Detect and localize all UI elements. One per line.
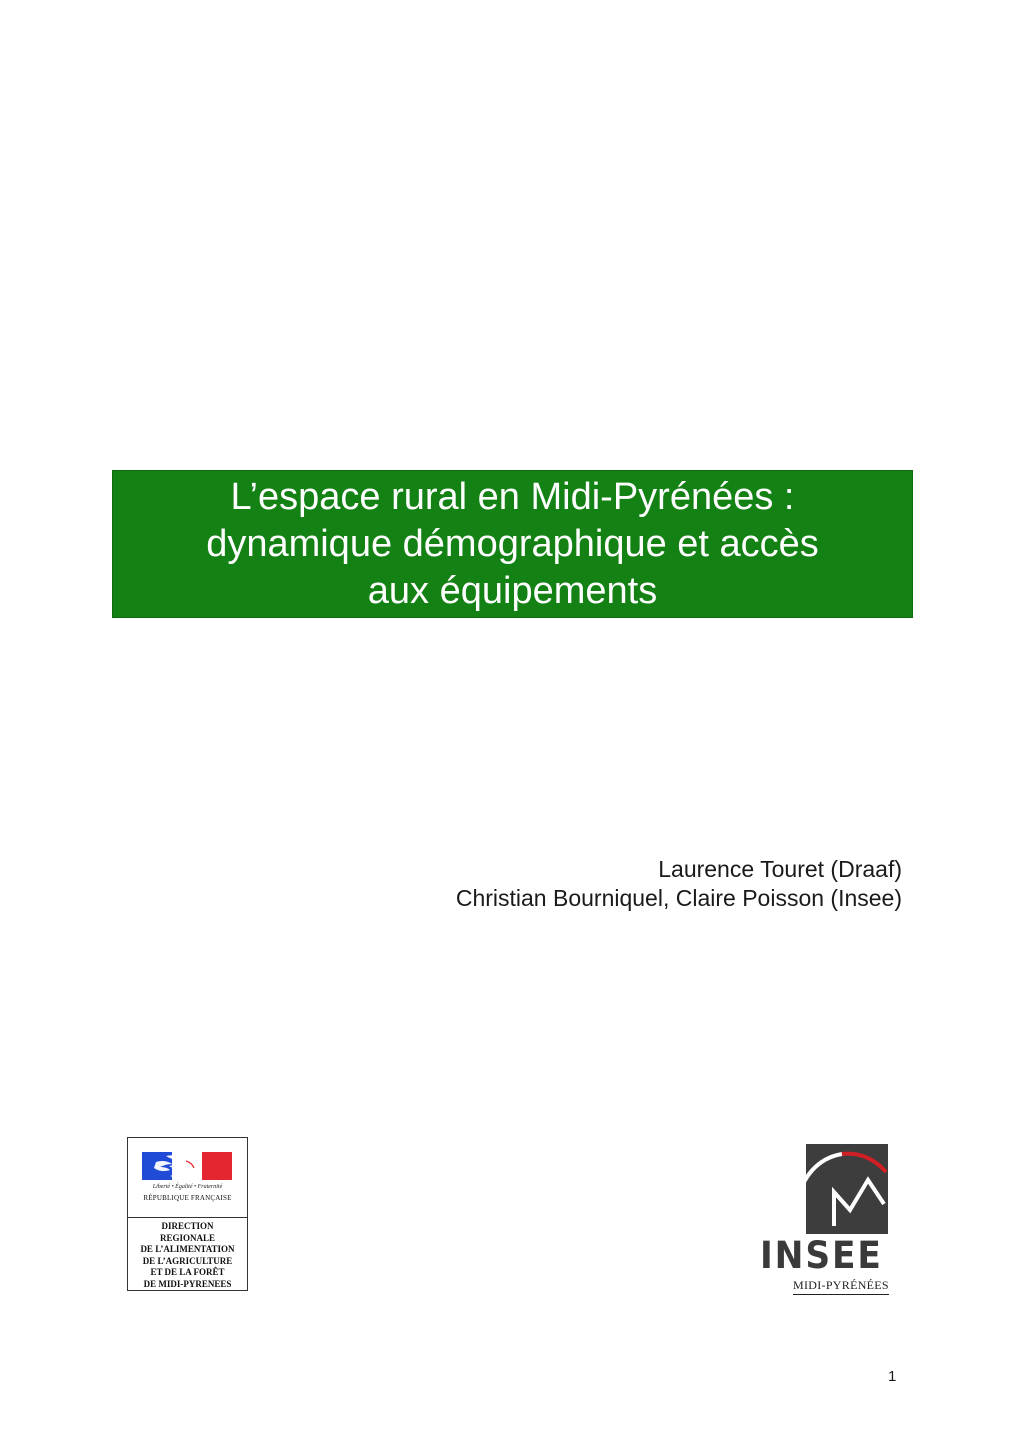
page-number: 1 bbox=[888, 1368, 897, 1385]
republique-francaise-logo bbox=[128, 1138, 247, 1218]
draaf-line-4: DE L’AGRICULTURE bbox=[142, 1255, 233, 1266]
author-line-1: Laurence Touret (Draaf) bbox=[658, 856, 902, 882]
title-line-2: dynamique démographique et accès bbox=[206, 522, 819, 565]
title-banner bbox=[112, 470, 913, 618]
authors-block bbox=[456, 855, 902, 913]
draaf-line-3: DE L’ALIMENTATION bbox=[140, 1244, 235, 1255]
draaf-line-1: DIRECTION bbox=[161, 1221, 214, 1231]
draaf-logo bbox=[127, 1137, 248, 1291]
republique-francaise-label: RÉPUBLIQUE FRANÇAISE bbox=[143, 1194, 232, 1202]
draaf-name bbox=[128, 1221, 247, 1291]
draaf-line-6: DE MIDI-PYRENEES bbox=[143, 1278, 232, 1289]
marianne-flag-icon bbox=[142, 1152, 232, 1180]
insee-region-label: MIDI-PYRÉNÉES bbox=[793, 1278, 889, 1295]
draaf-line-2: REGIONALE bbox=[159, 1232, 215, 1243]
insee-mark-icon bbox=[806, 1144, 888, 1234]
title-line-3: aux équipements bbox=[367, 569, 658, 612]
title-line-1: L’espace rural en Midi-Pyrénées : bbox=[230, 475, 795, 518]
insee-wordmark: INSEE bbox=[760, 1234, 883, 1277]
draaf-line-5: ET DE LA FORÊT bbox=[150, 1267, 225, 1278]
insee-logo bbox=[760, 1144, 892, 1300]
republic-motto: Liberté • Égalité • Fraternité bbox=[152, 1184, 223, 1190]
author-line-2: Christian Bourniquel, Claire Poisson (Insee) bbox=[455, 885, 902, 911]
